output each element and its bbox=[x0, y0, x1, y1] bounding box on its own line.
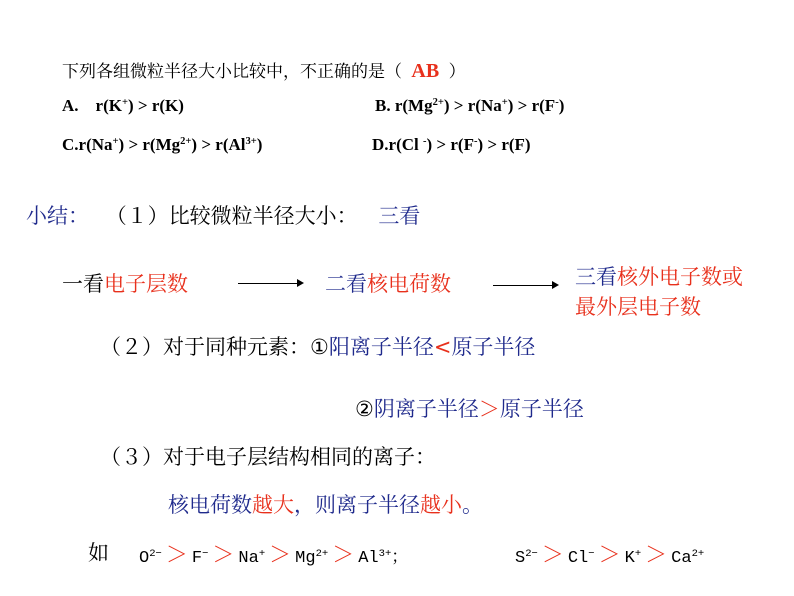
ion-item: Cl− bbox=[567, 548, 595, 568]
example-series-2 bbox=[515, 538, 704, 569]
option-d: D.r(Cl -) > r(F-) > r(F) bbox=[372, 135, 531, 154]
ion-item: $S^{2-}$ bbox=[515, 548, 538, 568]
flow-arrow-2 bbox=[493, 285, 557, 286]
summary-p1-num: （１） bbox=[105, 204, 169, 228]
ion-item: $Ca^{2+}$ bbox=[671, 548, 705, 568]
flow-arrow-1 bbox=[238, 283, 302, 284]
greater-than: ＞ bbox=[332, 544, 355, 569]
greater-than: ＞ bbox=[165, 544, 188, 569]
greater-than: ＞ bbox=[598, 544, 621, 569]
option-b: B. $r(Mg^{2+}) > r(Na^+) > r(F^-)$ bbox=[375, 96, 565, 115]
greater-than: ＞ bbox=[212, 544, 235, 569]
ion-item: K+ bbox=[624, 548, 642, 568]
summary-keyword: 三看 bbox=[378, 204, 421, 228]
rule2-line1: （２）对于同种元素：①阳离子半径<原子半径 bbox=[100, 335, 536, 359]
flow-step-3: 三看核外电子数或 最外层电子数 bbox=[575, 265, 743, 319]
question-close: ） bbox=[448, 62, 466, 82]
ion-item: $Al^{3+}$ bbox=[358, 548, 392, 568]
ion-item: $O^{2-}$ bbox=[139, 548, 162, 568]
ion-item: F− bbox=[191, 548, 209, 568]
option-c: $C.r(Na^+) > r(Mg^{2+}) > r(Al^{3+})$ bbox=[62, 135, 263, 154]
question-text: 下列各组微粒半径大小比较中，不正确的是（ bbox=[62, 62, 402, 82]
example-prefix: 如 bbox=[88, 541, 109, 565]
option-a: A. r(K+) > r(K) bbox=[62, 96, 184, 115]
rule2-line2: ②阴离子半径＞原子半径 bbox=[355, 397, 584, 421]
flow-step-2: 二看核电荷数 bbox=[325, 272, 451, 296]
greater-than: ＞ bbox=[269, 544, 292, 569]
question-answer: AB bbox=[411, 60, 440, 82]
flow-step-1: 一看电子层数 bbox=[62, 272, 188, 296]
rule3-body: 核电荷数越大，则离子半径越小。 bbox=[168, 493, 483, 517]
summary-title: 小结： bbox=[26, 204, 89, 228]
question-line bbox=[62, 57, 466, 83]
separator: ； bbox=[391, 549, 409, 568]
summary-line bbox=[26, 200, 420, 230]
example-series-1 bbox=[139, 538, 408, 569]
summary-p1-text: 比较微粒半径大小： bbox=[168, 204, 358, 228]
greater-than: ＞ bbox=[541, 544, 564, 569]
ion-item: $Mg^{2+}$ bbox=[295, 548, 329, 568]
rule3-heading: （３）对于电子层结构相同的离子： bbox=[100, 445, 436, 469]
ion-item: Na+ bbox=[238, 548, 266, 568]
greater-than: ＞ bbox=[645, 544, 668, 569]
